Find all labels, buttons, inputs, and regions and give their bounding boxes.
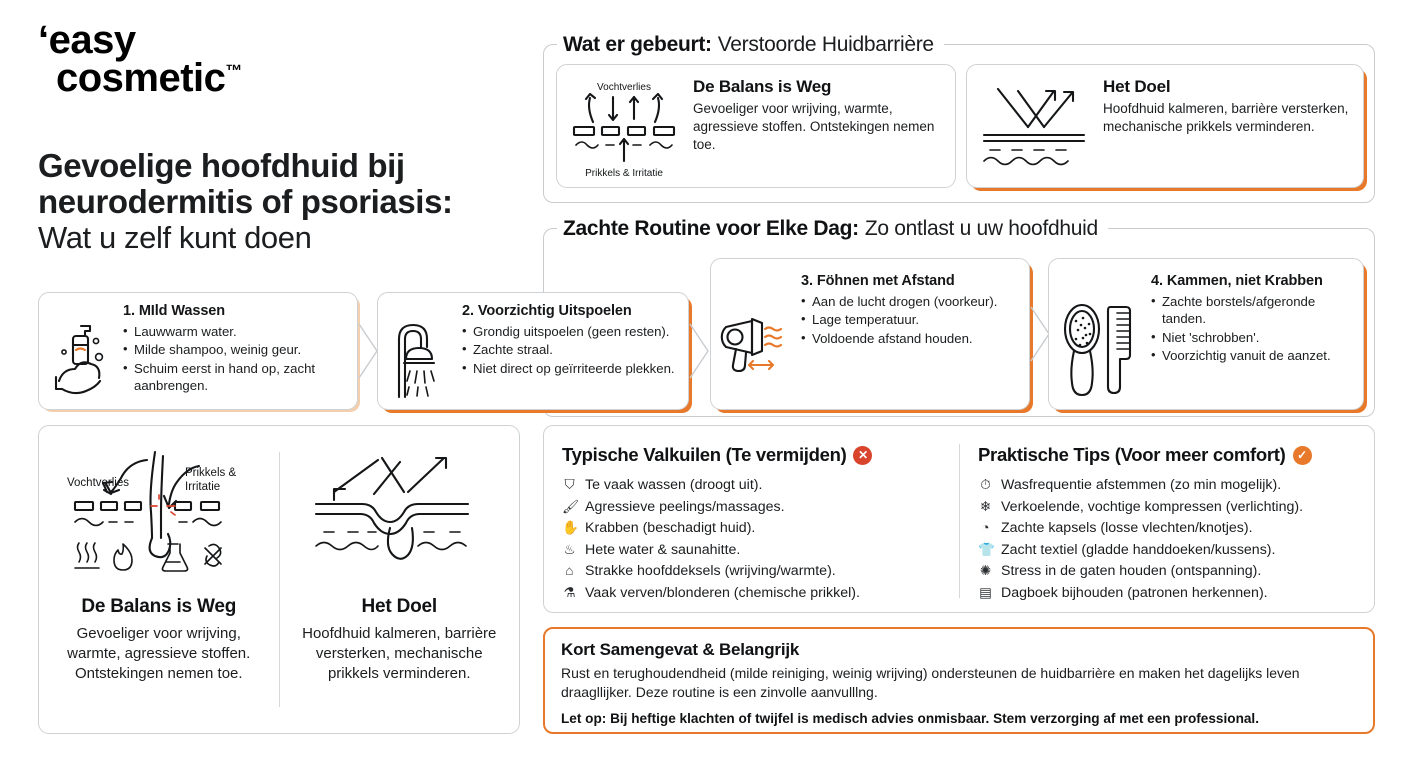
barrier-section-legend <box>557 30 944 60</box>
card-body <box>693 73 943 153</box>
icon-label-prikkels: Prikkels & Irritatie <box>585 168 663 179</box>
routine-step-2 <box>377 292 689 410</box>
no-wash-icon: ⛉ <box>564 477 575 492</box>
notebook-icon: ▤ <box>979 584 992 600</box>
step-body <box>795 273 1017 348</box>
icon-label-prikkels-2: Irritatie <box>184 481 220 493</box>
panel-half-balans <box>39 426 279 733</box>
bullet: • Schuim eerst in hand op, zacht aanbrengen. <box>123 360 345 395</box>
tips-list <box>978 475 1360 604</box>
bottom-left-panel <box>38 425 520 734</box>
hair-follicle-irritated-icon <box>59 442 259 592</box>
chemical-flask-icon: ⚗ <box>563 584 576 600</box>
card-text: Hoofdhuid kalmeren, barrière versterken, mechanische prikkels verminderen. <box>1103 101 1349 134</box>
routine-step-4 <box>1048 258 1364 410</box>
routine-step-3 <box>710 258 1030 410</box>
bullet: • Zachte borstels/afgeronde tanden. <box>1151 293 1351 328</box>
routine-section-legend <box>557 214 1108 244</box>
snowflake-icon: ❄ <box>979 498 992 514</box>
hair-bun-icon: ◔ <box>981 520 990 536</box>
skin-barrier-disrupted-icon <box>565 73 683 181</box>
scrub-brush-icon: 🖌 <box>562 498 580 514</box>
list-item <box>978 583 1360 605</box>
summary-note: Let op: Bij heftige klachten of twijfel is medisch advies onmisbaar. Stem verzorging af met een professional. <box>561 710 1259 726</box>
barrier-legend-bold: Wat er gebeurt: <box>563 33 712 56</box>
list-item <box>978 475 1360 497</box>
brand-line-2: cosmetic™ <box>56 55 243 100</box>
tight-hat-icon: ⌂ <box>565 563 574 579</box>
list-item-text: Strakke hoofddeksels (wrijving/warmte). <box>585 563 836 580</box>
headline-regular: Wat u zelf kunt doen <box>38 220 312 256</box>
icon-label-vochtverlies: Vochtverlies <box>597 82 651 93</box>
list-item <box>562 475 945 497</box>
list-item <box>562 540 945 562</box>
card-title: De Balans is Weg <box>693 77 832 96</box>
bullet: • Aan de lucht drogen (voorkeur). <box>801 293 1017 310</box>
list-item-text: Verkoelende, vochtige kompressen (verlichting). <box>1001 498 1304 515</box>
brand-line-1: ‘easy <box>38 18 136 62</box>
list-item <box>562 583 945 605</box>
list-item-text: Vaak verven/blonderen (chemische prikkel). <box>585 584 860 601</box>
step-bullets <box>1151 293 1351 365</box>
tips-title-text: Praktische Tips (Voor meer comfort) <box>978 444 1286 465</box>
list-item-text: Te vaak wassen (droogt uit). <box>585 477 763 493</box>
bullet: • Grondig uitspoelen (geen resten). <box>462 323 676 340</box>
list-item-text: Wasfrequentie afstemmen (zo min mogelijk). <box>1001 477 1282 493</box>
headline-bold-2: neurodermitis of psoriasis: <box>38 182 453 220</box>
card-text: Gevoeliger voor wrijving, warmte, agressieve stoffen. Ontstekingen nemen toe. <box>693 101 935 152</box>
list-item-text: Zachte kapsels (losse vlechten/knotjes). <box>1001 520 1253 537</box>
list-item <box>562 518 945 540</box>
summary-title: Kort Samengevat & Belangrijk <box>561 640 800 659</box>
step-body <box>123 303 345 396</box>
pitfalls-title-text: Typische Valkuilen (Te vermijden) <box>562 444 847 465</box>
panel-text-doel: Hoofdhuid kalmeren, barrière versterken, mechanische prikkels verminderen. <box>302 625 497 682</box>
bullet: • Niet direct op geïrriteerde plekken. <box>462 360 676 377</box>
soap-dispenser-hand-icon <box>49 303 115 399</box>
panel-half-doel <box>280 426 520 733</box>
summary-body: Rust en terughoudendheid (milde reiniging, weinig wrijving) ondersteunen de huidbarrière en maken het dagelijks leven draagllіjker. Deze routine is een zinvolle aanvulllng. <box>561 665 1300 700</box>
list-item <box>562 561 945 583</box>
brand-logo <box>38 18 243 100</box>
card-title: Het Doel <box>1103 77 1171 96</box>
bullet: • Voldoende afstand houden. <box>801 330 1017 347</box>
card-de-balans-is-weg <box>556 64 956 188</box>
headline-bold-1: Gevoelige hoofdhuid bij <box>38 147 405 184</box>
skin-barrier-protected-icon <box>975 73 1093 169</box>
bullet: • Zachte straal. <box>462 341 676 358</box>
hot-water-icon: ♨ <box>563 541 576 557</box>
pitfalls-column <box>544 426 959 612</box>
routine-step-1 <box>38 292 358 410</box>
icon-label-prikkels-1: Prikkels & <box>184 467 236 479</box>
list-item <box>978 497 1360 519</box>
step-connector-2 <box>689 323 711 379</box>
hair-follicle-protected-icon <box>304 442 494 592</box>
step-title: 3. Föhnen met Afstand <box>801 273 955 289</box>
list-item <box>978 518 1360 540</box>
brush-and-comb-icon <box>1059 273 1137 403</box>
panel-title-balans: De Balans is Weg <box>81 596 237 617</box>
bullet: • Lage temperatuur. <box>801 311 1017 328</box>
step-title: 4. Kammen, niet Krabben <box>1151 273 1323 289</box>
list-item-text: Dagboek bijhouden (patronen herkennen). <box>1001 584 1268 601</box>
tshirt-icon: 👕 <box>978 541 995 557</box>
tips-column <box>960 426 1374 612</box>
step-body <box>462 303 676 378</box>
check-circle-icon: ✓ <box>1293 446 1312 465</box>
page-title <box>38 148 508 255</box>
bullet: • Lauwwarm water. <box>123 323 345 340</box>
step-bullets <box>462 323 676 377</box>
list-item-text: Hete water & saunahitte. <box>585 541 741 558</box>
routine-legend-regular: Zo ontlast u uw hoofdhuid <box>864 217 1098 240</box>
list-item-text: Stress in de gaten houden (ontspanning). <box>1001 563 1262 580</box>
barrier-legend-regular: Verstoorde Huidbarrière <box>717 33 934 56</box>
list-item <box>978 561 1360 583</box>
step-title: 1. MIld Wassen <box>123 303 226 319</box>
icon-label-vochtverlies: Vochtverlies <box>66 477 129 489</box>
list-item <box>978 540 1360 562</box>
stress-relief-icon: ✺ <box>979 563 992 579</box>
trademark-symbol: ™ <box>225 61 243 81</box>
tips-title <box>978 444 1360 466</box>
step-title: 2. Voorzichtig Uitspoelen <box>462 303 632 319</box>
list-item-text: Zacht textiel (gladde handdoeken/kussens). <box>1001 541 1276 558</box>
bullet: • Niet 'schrobben'. <box>1151 329 1351 346</box>
scratching-hand-icon: ✋ <box>562 520 579 536</box>
bullet: • Voorzichtig vanuit de aanzet. <box>1151 347 1351 364</box>
shower-head-icon <box>388 303 454 401</box>
pitfalls-title <box>562 444 945 466</box>
panel-title-doel: Het Doel <box>361 596 437 617</box>
pitfalls-list <box>562 475 945 604</box>
list-item-text: Agressieve peelings/massages. <box>585 498 785 515</box>
bullet: • Milde shampoo, weinig geur. <box>123 341 345 358</box>
step-bullets <box>123 323 345 395</box>
card-body <box>1103 73 1351 136</box>
panel-text-balans: Gevoeliger voor wrijving, warmte, agressieve stoffen. Ontstekingen nemen toe. <box>67 625 251 682</box>
summary-box <box>543 627 1375 734</box>
hair-dryer-icon <box>721 273 787 375</box>
routine-legend-bold: Zachte Routine voor Elke Dag: <box>563 217 859 240</box>
card-het-doel <box>966 64 1364 188</box>
list-item <box>562 497 945 519</box>
lists-panel <box>543 425 1375 613</box>
step-bullets <box>801 293 1017 347</box>
cross-circle-icon: ✕ <box>853 446 872 465</box>
step-body <box>1145 273 1351 366</box>
stopwatch-icon: ⏱ <box>980 477 991 492</box>
list-item-text: Krabben (beschadigt huid). <box>585 520 756 537</box>
